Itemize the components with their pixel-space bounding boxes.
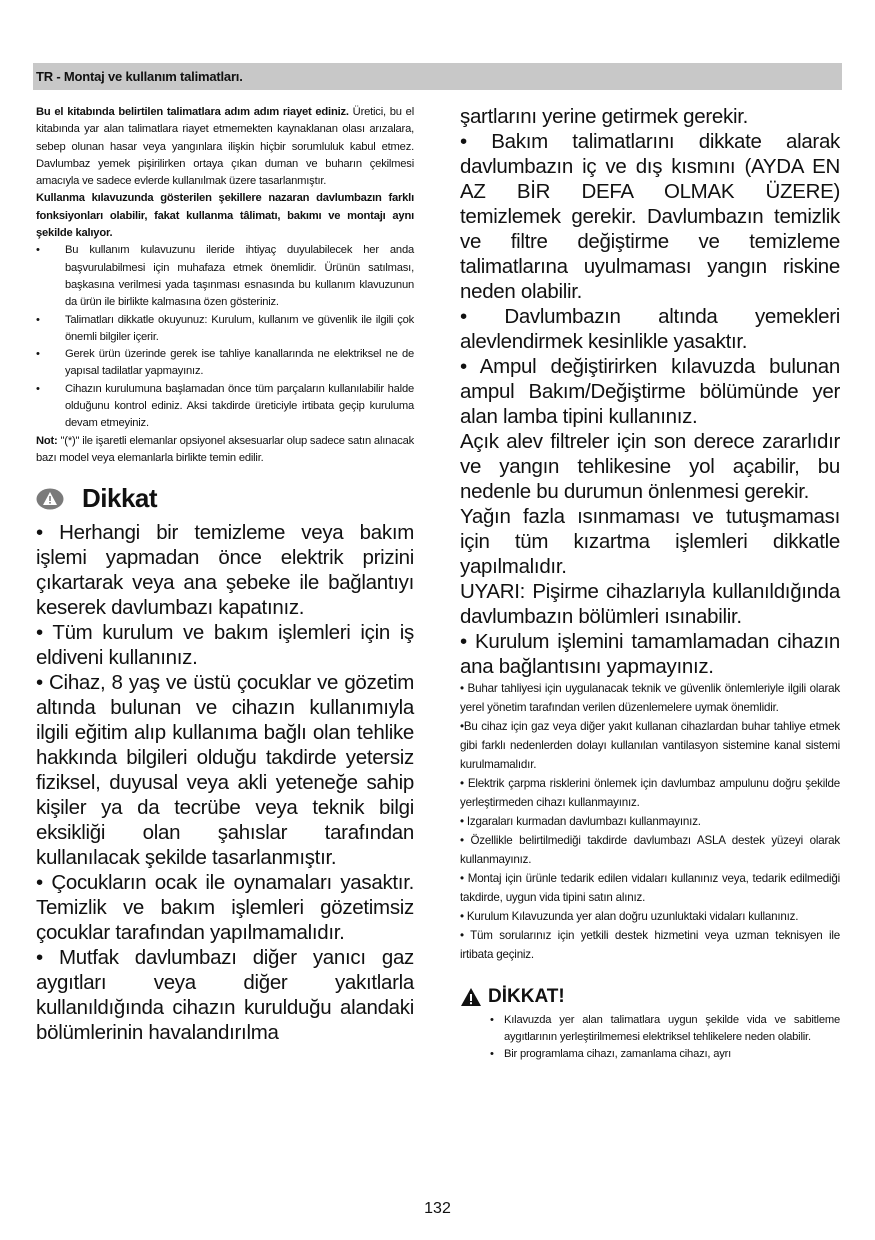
note-text: "(*)" ile işaretli elemanlar opsiyonel aksesuarlar olup sadece satın alınacak bazı model veya elemanlarla birlikte temin edilir. <box>36 434 414 464</box>
info-paragraph: • Kurulum Kılavuzunda yer alan doğru uzunluktaki vidaları kullanınız. <box>460 910 799 923</box>
warning-paragraph: şartlarını yerine getirmek gerekir. <box>460 105 749 128</box>
left-column <box>36 104 414 1045</box>
dikkat-heading-2 <box>460 986 840 1008</box>
warning-paragraph: • Davlumbazın altında yemekleri alevlendirmek kesinlikle yasaktır. <box>460 305 840 353</box>
warning-paragraph: • Bakım talimatlarını dikkate alarak davlumbazın iç ve dış kısmını (AYDA EN AZ BİR DEFA OLMAK ÜZERE) temizlemek gerekir. Davlumbazın temizlik ve filtre değiştirme ve temizleme talimatlarına uyulmaması yangın riskine neden olabilir. <box>460 130 840 303</box>
warning-paragraph: • Kurulum işlemini tamamlamadan cihazın ana bağlantısını yapmayınız. <box>460 630 840 678</box>
warning-paragraph: • Cihaz, 8 yaş ve üstü çocuklar ve gözetim altında bulunan ve cihazın kullanımıyla ilgili eğitim alıp kullanıma bağlı olan tehlike hakkında bilgileri olduğu takdirde yetersiz fiziksel, duyusal veya akli yeteneğe sahip kişiler ya da tecrübe veya teknik bilgi eksikliği olan şahıslar tarafından kullanılacak şekilde tasarlanmıştır. <box>36 671 414 870</box>
dikkat-title-2: DİKKAT! <box>488 986 565 1007</box>
info-paragraph: • Elektrik çarpma risklerini önlemek için davlumbaz ampulunu doğru şekilde yerleştirmeden cihazı kullanmayınız. <box>460 777 840 809</box>
info-bullet-list <box>36 242 414 432</box>
dikkat-title: Dikkat <box>82 483 158 514</box>
info-paragraph: • Montaj için ürünle tedarik edilen vidaları kullanınız veya, tedarik edilmediği takdirde, uygun vida tipini satın alınız. <box>460 872 840 904</box>
list-item: • Kılavuzda yer alan talimatlara uygun şekilde vida ve sabitleme aygıtlarının yerleştirilmemesi elektriksel tehlikelere neden olabilir. <box>490 1012 840 1046</box>
warning-paragraph: • Herhangi bir temizleme veya bakım işlemi yapmadan önce elektrik prizini çıkartarak veya ana şebeke ile bağlantıyı keserek davlumbazı kapatınız. <box>36 521 414 620</box>
note-label: Not: <box>36 434 58 447</box>
warning-paragraph: UYARI: Pişirme cihazlarıyla kullanıldığında davlumbazın bölümleri ısınabilir. <box>460 580 840 628</box>
list-item: • Gerek ürün üzerinde gerek ise tahliye kanallarında ne elektriksel ne de yapısal tadilatlar yapmayınız. <box>36 346 414 381</box>
list-item: • Cihazın kurulumuna başlamadan önce tüm parçaların kullanılabilir halde olduğunu kontrol ediniz. Aksi takdirde üreticiyle irtibata geçip kuruluma devam etmeyiniz. <box>36 381 414 433</box>
dikkat-bullet-list <box>460 1012 840 1063</box>
info-paragraph: •Bu cihaz için gaz veya diğer yakıt kullanan cihazlardan buhar tahliye etmek gibi farklı nedenlerden dolayı kullanılan vantilasyon sistemine kanal sistemi kurulmamalıdır. <box>460 720 840 771</box>
info-paragraph: • Özellikle belirtilmediği takdirde davlumbazı ASLA destek yüzeyi olarak kullanmayınız. <box>460 834 840 866</box>
intro-paragraph <box>36 104 414 190</box>
intro-bold: Bu el kitabında belirtilen talimatlara adım adım riayet ediniz. <box>36 106 349 118</box>
list-item: • Bu kullanım kulavuzunu ileride ihtiyaç duyulabilecek her anda başvurulabilmesi için muhafaza etmek önemlidir. Ürünün satılması, başkasına verilmesi yada taşınması esnasında bu kullanım klavuzunun da ürün ile birlikte kalmasına özen gösteriniz. <box>36 242 414 311</box>
intro-text: Üretici, bu el kitabında yar alan talimatlara riayet etmemekten kaynaklanan olası arızalara, sebep olunan hasar veya yangınlara ilişkin hiçbir sorumluluk kabul etmez. Davlumbaz yemek pişirilirken ortaya çıkan duman ve buharın çekilmesi amacıyla ve sadece evlerde kullanılmak üzere tasarlanmıştır. <box>36 106 414 188</box>
right-column <box>460 104 840 1063</box>
warning-paragraph: • Tüm kurulum ve bakım işlemleri için iş eldiveni kullanınız. <box>36 621 414 670</box>
warning-paragraph: Yağın fazla ısınmaması ve tutuşmaması için tüm kızartma işlemleri dikkatle yapılmalıdır. <box>460 505 840 578</box>
info-paragraph: • Tüm sorularınız için yetkili destek hizmetini veya uzman teknisyen ile irtibata geçiniz. <box>460 929 840 961</box>
warning-triangle-icon <box>460 987 482 1007</box>
warning-icon <box>36 488 64 510</box>
warning-paragraph: • Ampul değiştirirken kılavuzda bulunan ampul Bakım/Değiştirme bölümünde yer alan lamba tipini kullanınız. <box>460 355 840 428</box>
info-paragraph: • Izgaraları kurmadan davlumbazı kullanmayınız. <box>460 815 701 828</box>
dikkat-heading <box>36 483 414 514</box>
page-number: 132 <box>424 1200 451 1217</box>
warning-paragraph: • Mutfak davlumbazı diğer yanıcı gaz aygıtları veya diğer yakıtlarla kullanıldığında cihazın kurulduğu alandaki bölümlerinin havalandırılma <box>36 946 414 1045</box>
page-header-title: TR - Montaj ve kullanım talimatları. <box>36 69 243 84</box>
warning-paragraph: Açık alev filtreler için son derece zararlıdır ve yangın tehlikesine yol açabilir, bu nedenle bu durumun önlenmesi gerekir. <box>460 430 840 503</box>
list-item: • Bir programlama cihazı, zamanlama cihazı, ayrı <box>490 1046 840 1063</box>
info-paragraph: • Buhar tahliyesi için uygulanacak teknik ve güvenlik önlemleriyle ilgili olarak yerel yönetim tarafından verilen düzenlemelere uymak önemlidir. <box>460 682 840 714</box>
list-item: • Talimatları dikkatle okuyunuz: Kurulum, kullanım ve güvenlik ile ilgili çok önemli bilgiler içerir. <box>36 312 414 347</box>
warning-paragraph: • Çocukların ocak ile oynamaları yasaktır. Temizlik ve bakım işlemleri gözetimsiz çocuklar tarafından yapılmamalıdır. <box>36 871 414 945</box>
bold-paragraph: Kullanma kılavuzunda gösterilen şekillere nazaran davlumbazın farklı fonksiyonları olabilir, fakat kullanma tâlimatı, bakımı ve montajı aynı şekilde kalıyor. <box>36 192 414 240</box>
note-paragraph <box>36 433 414 468</box>
